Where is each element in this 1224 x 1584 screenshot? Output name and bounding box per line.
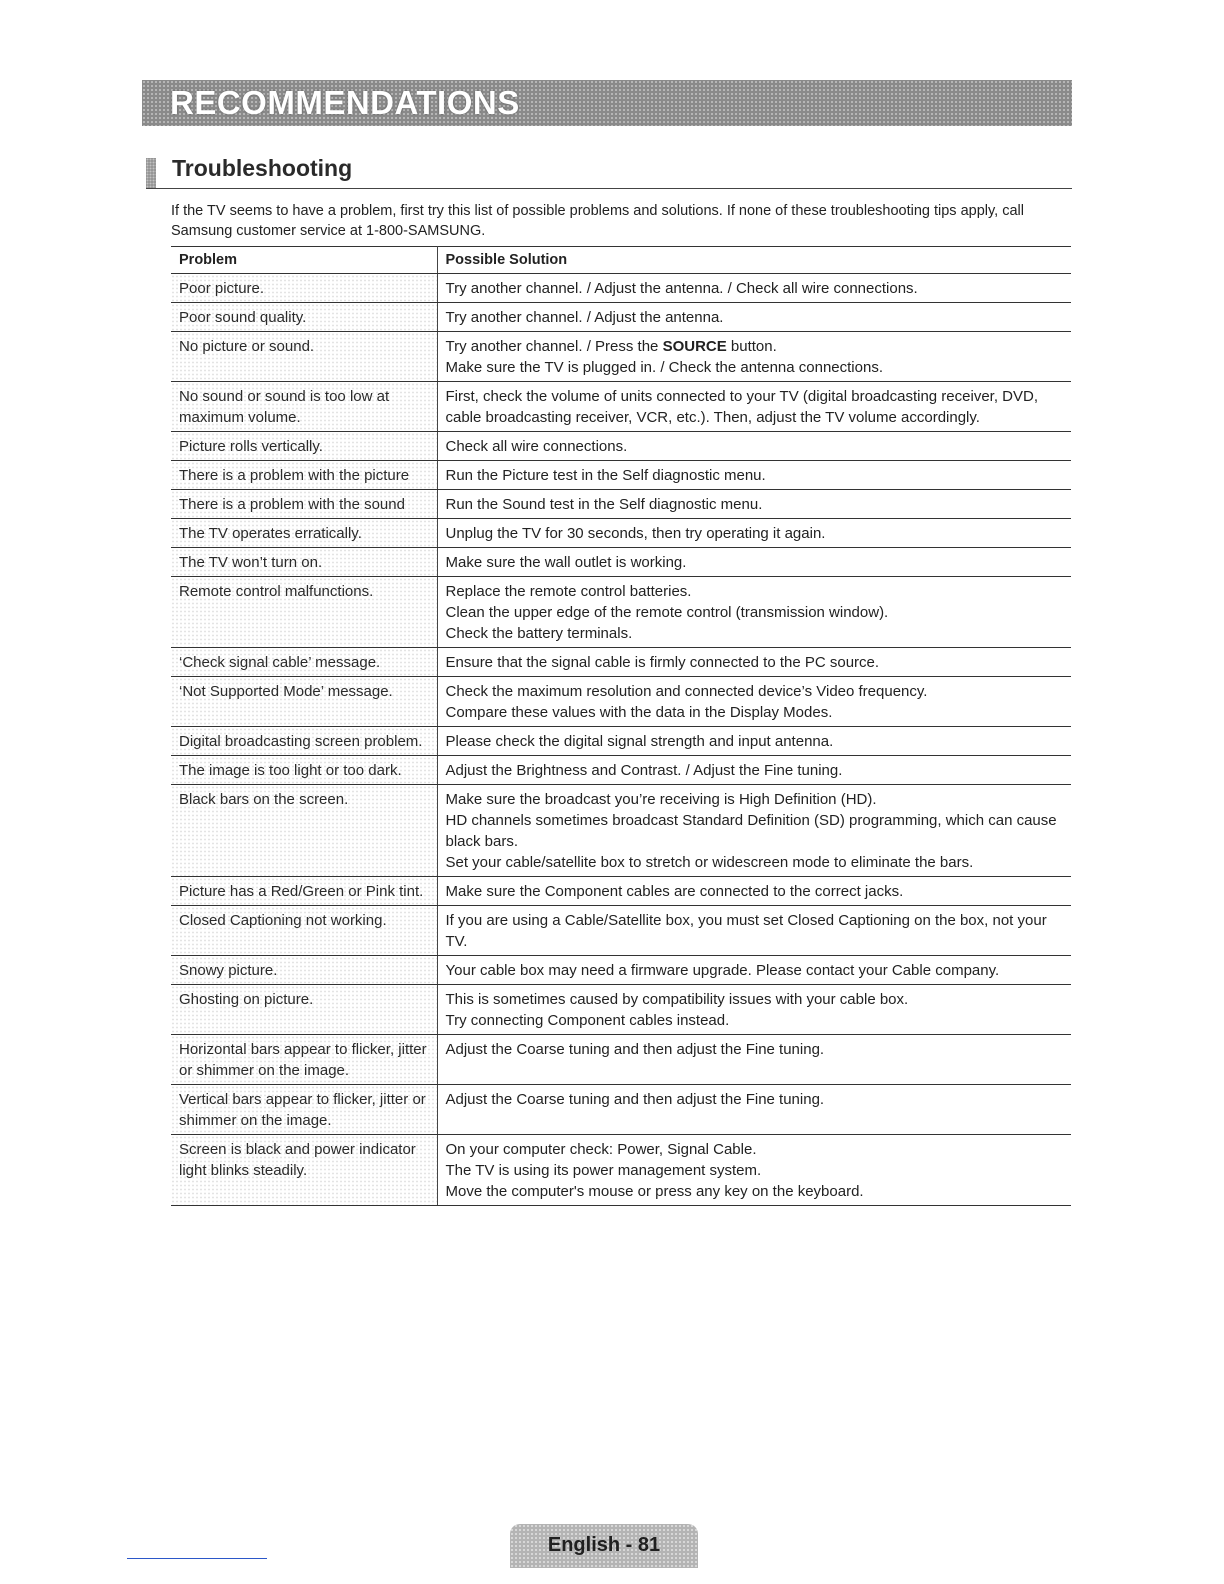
section-title: Troubleshooting — [172, 155, 353, 181]
page-number: English - 81 — [547, 1534, 661, 1556]
solution-cell — [437, 1035, 1071, 1085]
solution-line: Adjust the Brightness and Contrast. / Adjust the Fine tuning. — [445, 762, 843, 779]
problem-cell: Ghosting on picture. — [171, 985, 437, 1035]
solution-line: Make sure the broadcast you’re receiving is High Definition (HD). — [445, 791, 877, 808]
solution-cell — [437, 548, 1071, 577]
solution-line: Check the battery terminals. — [445, 625, 633, 642]
solution-cell — [437, 648, 1071, 677]
problem-cell: Digital broadcasting screen problem. — [171, 727, 437, 756]
problem-cell: Picture has a Red/Green or Pink tint. — [171, 877, 437, 906]
table-row — [171, 548, 1071, 577]
problem-cell: Black bars on the screen. — [171, 785, 437, 877]
problem-cell: There is a problem with the picture — [171, 461, 437, 490]
solution-line: Check the maximum resolution and connected device’s Video frequency. — [445, 683, 928, 700]
solution-line: HD channels sometimes broadcast Standard Definition (SD) programming, which can cause black bars. — [445, 812, 1057, 850]
solution-line: Clean the upper edge of the remote control (transmission window). — [445, 604, 889, 621]
solution-cell — [437, 677, 1071, 727]
solution-line: This is sometimes caused by compatibility issues with your cable box. — [445, 991, 909, 1008]
solution-line: Try another channel. / Adjust the antenna. / Check all wire connections. — [445, 280, 918, 297]
solution-line: Your cable box may need a firmware upgrade. Please contact your Cable company. — [445, 962, 1000, 979]
table-row — [171, 877, 1071, 906]
problem-cell: There is a problem with the sound — [171, 490, 437, 519]
table-row — [171, 677, 1071, 727]
table-row — [171, 519, 1071, 548]
solution-cell — [437, 519, 1071, 548]
table-row — [171, 906, 1071, 956]
table-row — [171, 490, 1071, 519]
solution-cell — [437, 877, 1071, 906]
solution-line: Move the computer's mouse or press any key on the keyboard. — [445, 1183, 864, 1200]
solution-line: Adjust the Coarse tuning and then adjust the Fine tuning. — [445, 1091, 825, 1108]
problem-cell: Snowy picture. — [171, 956, 437, 985]
solution-line: Adjust the Coarse tuning and then adjust the Fine tuning. — [445, 1041, 825, 1058]
table-row — [171, 1035, 1071, 1085]
table-row — [171, 985, 1071, 1035]
table-header-row — [171, 247, 1071, 274]
table-row — [171, 432, 1071, 461]
solution-cell — [437, 332, 1071, 382]
solution-line: Check all wire connections. — [445, 438, 628, 455]
problem-cell: Closed Captioning not working. — [171, 906, 437, 956]
solution-cell — [437, 432, 1071, 461]
solution-line: Unplug the TV for 30 seconds, then try operating it again. — [445, 525, 826, 542]
table-row — [171, 332, 1071, 382]
solution-cell — [437, 303, 1071, 332]
solution-line: Try another channel. / Press the SOURCE button. — [445, 338, 777, 355]
solution-cell — [437, 274, 1071, 303]
problem-cell: ‘Check signal cable’ message. — [171, 648, 437, 677]
problem-cell: Remote control malfunctions. — [171, 577, 437, 648]
table-row — [171, 785, 1071, 877]
source-keyword: SOURCE — [662, 338, 727, 355]
solution-line: Set your cable/satellite box to stretch or widescreen mode to eliminate the bars. — [445, 854, 974, 871]
solution-cell — [437, 490, 1071, 519]
solution-line: Run the Picture test in the Self diagnostic menu. — [445, 467, 766, 484]
problem-cell: Screen is black and power indicator light blinks steadily. — [171, 1135, 437, 1206]
solution-cell — [437, 906, 1071, 956]
table-row — [171, 648, 1071, 677]
table-row — [171, 303, 1071, 332]
solution-line: Run the Sound test in the Self diagnostic menu. — [445, 496, 763, 513]
solution-line: Replace the remote control batteries. — [445, 583, 692, 600]
table-row — [171, 1135, 1071, 1206]
solution-cell — [437, 727, 1071, 756]
problem-cell: Vertical bars appear to flicker, jitter or shimmer on the image. — [171, 1085, 437, 1135]
problem-cell: Horizontal bars appear to flicker, jitter or shimmer on the image. — [171, 1035, 437, 1085]
solution-line: The TV is using its power management system. — [445, 1162, 762, 1179]
chapter-title: RECOMMENDATIONS — [170, 84, 520, 121]
solution-line: If you are using a Cable/Satellite box, you must set Closed Captioning on the box, not your TV. — [445, 912, 1047, 950]
solution-column-header: Possible Solution — [437, 247, 1071, 274]
problem-cell: Picture rolls vertically. — [171, 432, 437, 461]
solution-line: Ensure that the signal cable is firmly connected to the PC source. — [445, 654, 880, 671]
table-row — [171, 577, 1071, 648]
solution-cell — [437, 461, 1071, 490]
problem-cell: ‘Not Supported Mode’ message. — [171, 677, 437, 727]
solution-cell — [437, 1135, 1071, 1206]
section-header — [146, 152, 1072, 189]
solution-cell — [437, 382, 1071, 432]
problem-cell: Poor sound quality. — [171, 303, 437, 332]
problem-cell: The TV won’t turn on. — [171, 548, 437, 577]
footnote-rule — [127, 1558, 267, 1559]
solution-line: Please check the digital signal strength and input antenna. — [445, 733, 834, 750]
solution-cell — [437, 756, 1071, 785]
solution-line: Make sure the wall outlet is working. — [445, 554, 687, 571]
solution-cell — [437, 956, 1071, 985]
problem-cell: No sound or sound is too low at maximum volume. — [171, 382, 437, 432]
solution-cell — [437, 785, 1071, 877]
solution-line: Make sure the TV is plugged in. / Check the antenna connections. — [445, 359, 883, 376]
solution-cell — [437, 577, 1071, 648]
chapter-banner — [142, 80, 1072, 126]
table-row — [171, 1085, 1071, 1135]
solution-cell — [437, 1085, 1071, 1135]
solution-cell — [437, 985, 1071, 1035]
table-row — [171, 756, 1071, 785]
table-row — [171, 382, 1071, 432]
table-row — [171, 727, 1071, 756]
troubleshooting-table — [171, 246, 1071, 1206]
solution-line: Try another channel. / Adjust the antenna. — [445, 309, 724, 326]
table-row — [171, 274, 1071, 303]
solution-line: Try connecting Component cables instead. — [445, 1012, 730, 1029]
solution-line: First, check the volume of units connected to your TV (digital broadcasting receiver, DVD, cable broadcasting receiver, VCR, etc.). Then, adjust the TV volume accordingly. — [445, 388, 1038, 426]
section-marker — [146, 158, 156, 188]
solution-line: On your computer check: Power, Signal Cable. — [445, 1141, 757, 1158]
problem-cell: The image is too light or too dark. — [171, 756, 437, 785]
page-footer-tab — [510, 1524, 698, 1568]
solution-line: Compare these values with the data in the Display Modes. — [445, 704, 833, 721]
problem-cell: Poor picture. — [171, 274, 437, 303]
problem-cell: The TV operates erratically. — [171, 519, 437, 548]
problem-column-header: Problem — [171, 247, 437, 274]
problem-cell: No picture or sound. — [171, 332, 437, 382]
table-row — [171, 956, 1071, 985]
solution-line: Make sure the Component cables are connected to the correct jacks. — [445, 883, 904, 900]
intro-paragraph: If the TV seems to have a problem, first try this list of possible problems and solutions. If none of these troubleshooting tips apply, call Samsung customer service at 1-800-SAMSUNG. — [171, 203, 1024, 239]
table-row — [171, 461, 1071, 490]
